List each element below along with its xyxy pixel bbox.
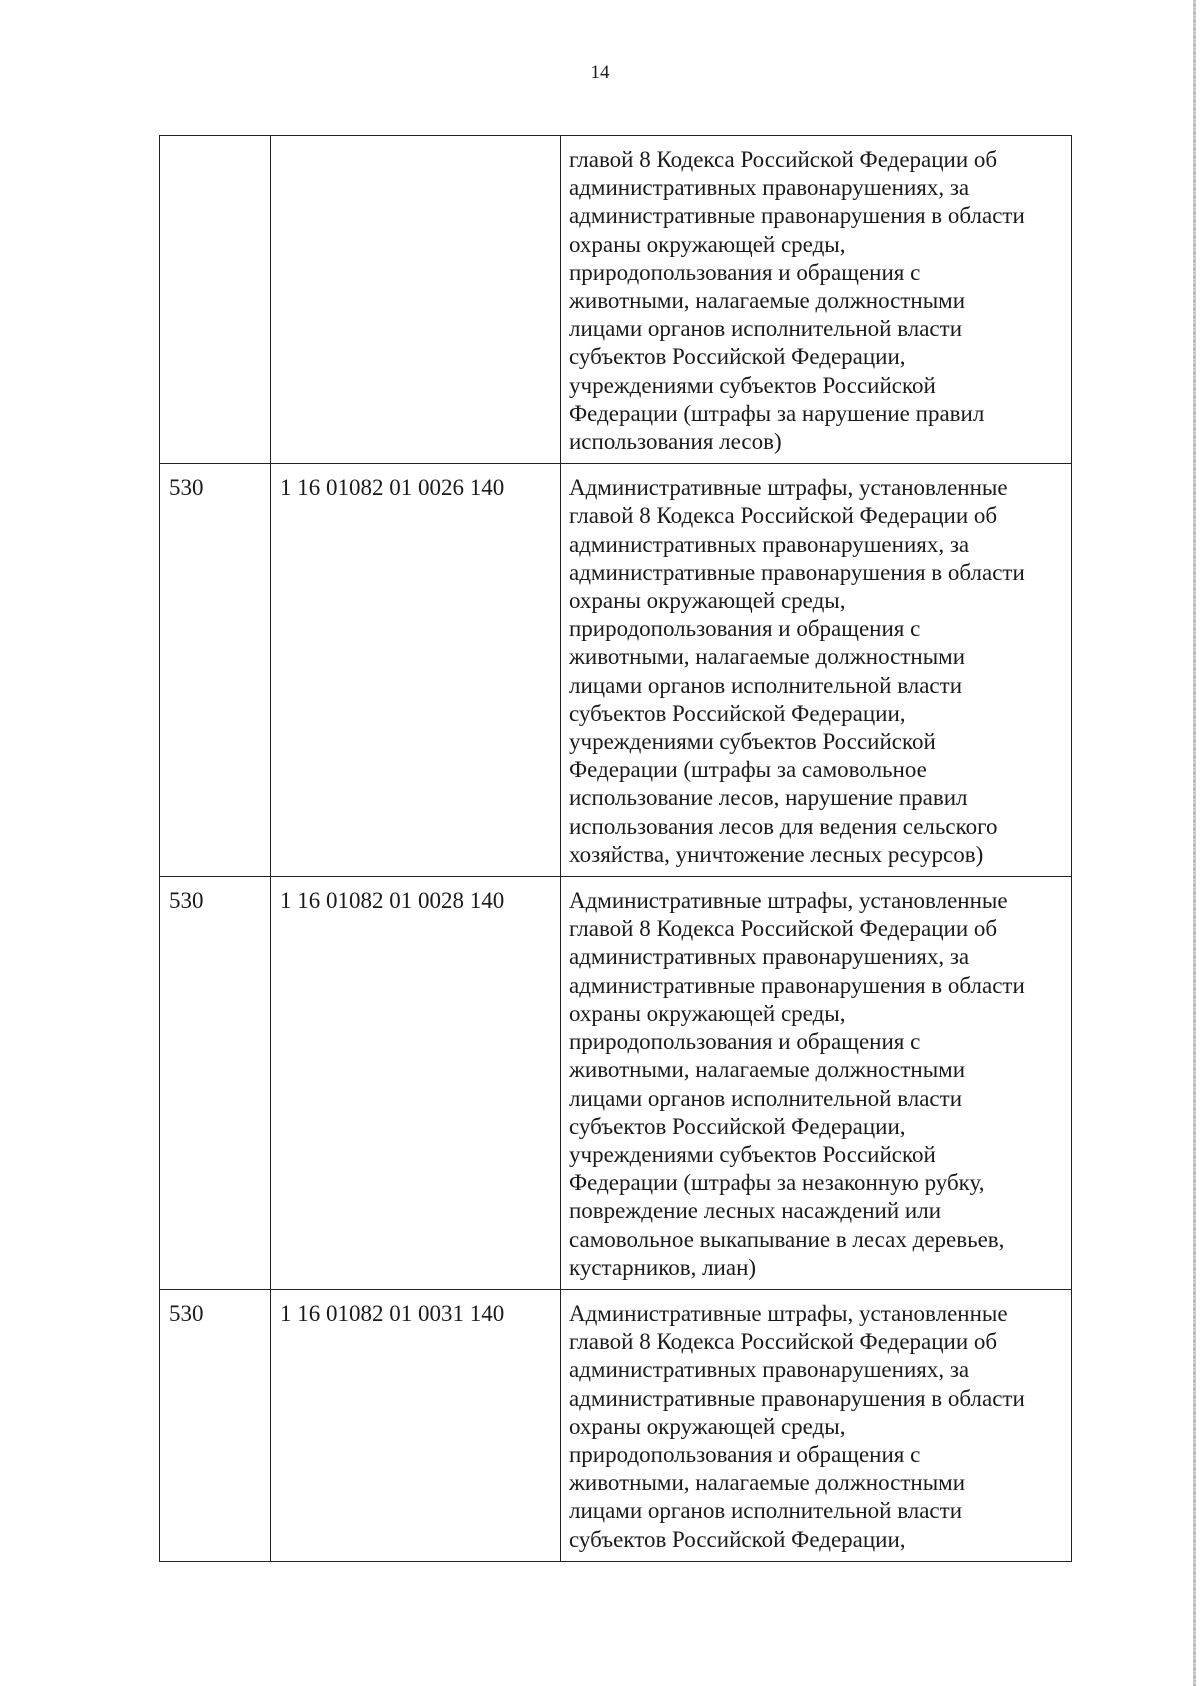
revenue-description-cell [561,464,1072,877]
description-line: животными, налагаемые должностными [569,1470,966,1496]
table-row [160,464,1072,877]
admin-code-cell [160,136,271,464]
description-line: лицами органов исполнительной власти [569,672,962,698]
description-line: хозяйства, уничтожение лесных ресурсов) [569,841,984,867]
description-line: охраны окружающей среды, [569,588,846,614]
table-body [160,136,1072,1562]
scan-edge-shadow [1193,0,1196,1686]
description-line: охраны окружающей среды, [569,1000,846,1026]
page-number: 14 [590,62,610,83]
admin-code-cell: 530 [160,1289,271,1561]
description-line: животными, налагаемые должностными [569,1057,966,1083]
revenue-description-cell [561,1289,1072,1561]
description-line: административных правонарушениях, за [569,1357,970,1383]
description-line: охраны окружающей среды, [569,231,846,257]
description-line: Федерации (штрафы за незаконную рубку, [569,1170,985,1196]
description-line: охраны окружающей среды, [569,1413,846,1439]
description-line: природопользования и обращения с [569,1441,921,1467]
description-line: животными, налагаемые должностными [569,288,966,314]
description-line: учреждениями субъектов Российской [569,729,936,755]
description-line: учреждениями субъектов Российской [569,372,936,398]
table-row [160,136,1072,464]
budget-codes-table [159,135,1072,1562]
description-line: административных правонарушениях, за [569,944,970,970]
description-line: субъектов Российской Федерации, [569,344,906,370]
description-line: главой 8 Кодекса Российской Федерации об [569,147,998,172]
description-line: использование лесов, нарушение правил [569,785,968,811]
description-line: животными, налагаемые должностными [569,644,966,670]
revenue-description-cell [561,877,1072,1290]
revenue-description-cell [561,136,1072,464]
description-line: главой 8 Кодекса Российской Федерации об [569,1329,998,1355]
budget-classification-code-cell: 1 16 01082 01 0028 140 [271,877,561,1290]
description-line: Административные штрафы, установленные [569,1300,1008,1326]
description-line: лицами органов исполнительной власти [569,316,962,342]
description-line: кустарников, лиан) [569,1254,757,1280]
description-line: Федерации (штрафы за нарушение правил [569,400,985,426]
admin-code-cell: 530 [160,464,271,877]
description-line: самовольное выкапывание в лесах деревьев, [569,1226,1005,1252]
description-line: природопользования и обращения с [569,616,921,642]
budget-classification-code-cell: 1 16 01082 01 0031 140 [271,1289,561,1561]
budget-classification-code-cell: 1 16 01082 01 0026 140 [271,464,561,877]
description-line: Федерации (штрафы за самовольное [569,757,927,783]
admin-code-cell: 530 [160,877,271,1290]
description-line: природопользования и обращения с [569,259,921,285]
description-line: административные правонарушения в области [569,972,1025,998]
description-line: лицами органов исполнительной власти [569,1085,962,1111]
budget-classification-code-cell [271,136,561,464]
description-line: использования лесов) [569,429,782,455]
description-line: использования лесов для ведения сельского [569,813,998,839]
description-line: субъектов Российской Федерации, [569,1113,906,1139]
description-line: административные правонарушения в области [569,203,1025,229]
description-line: административные правонарушения в области [569,559,1025,585]
description-line: Административные штрафы, установленные [569,888,1008,914]
description-line: административных правонарушениях, за [569,531,970,557]
description-line: административных правонарушениях, за [569,175,970,201]
description-line: субъектов Российской Федерации, [569,700,906,726]
description-line: административные правонарушения в области [569,1385,1025,1411]
description-line: лицами органов исполнительной власти [569,1498,962,1524]
description-line: природопользования и обращения с [569,1029,921,1055]
description-line: повреждение лесных насаждений или [569,1198,942,1224]
description-line: субъектов Российской Федерации, [569,1526,906,1552]
description-line: Административные штрафы, установленные [569,475,1008,501]
description-line: главой 8 Кодекса Российской Федерации об [569,916,998,942]
description-line: главой 8 Кодекса Российской Федерации об [569,503,998,529]
description-line: учреждениями субъектов Российской [569,1141,936,1167]
table-row [160,877,1072,1290]
table-row [160,1289,1072,1561]
